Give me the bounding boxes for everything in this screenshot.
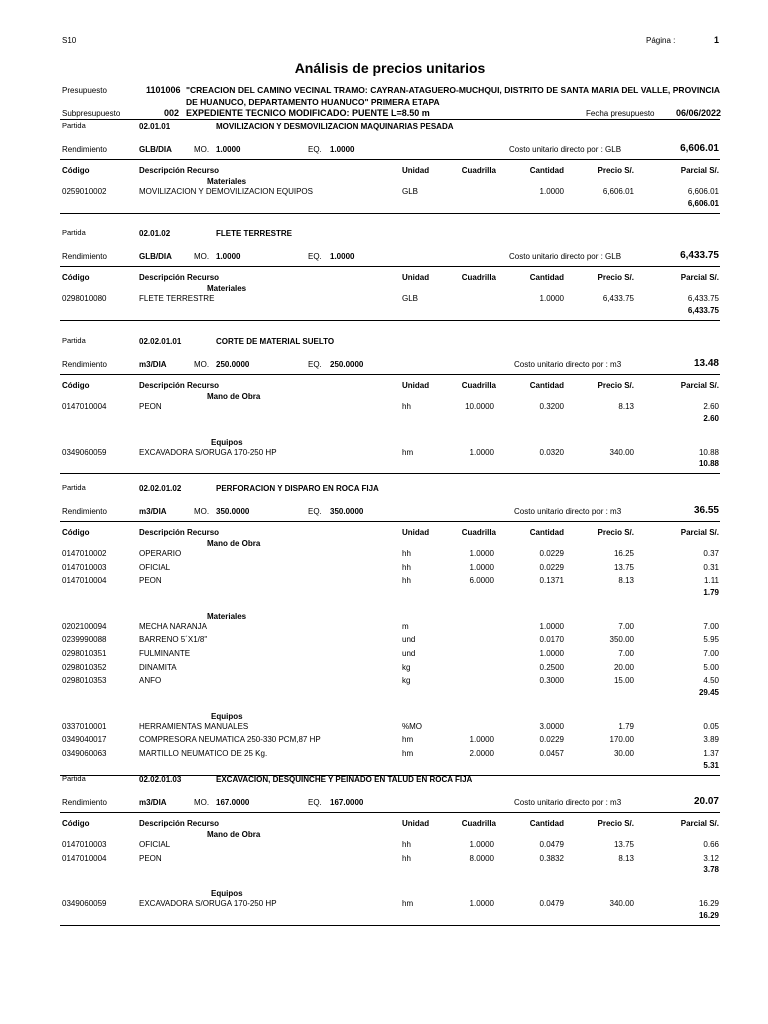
rendimiento-label: Rendimiento <box>62 252 107 261</box>
mo-value: 350.0000 <box>216 507 250 516</box>
col-precio-header: Precio S/. <box>597 273 634 282</box>
resource-descripcion: HERRAMIENTAS MANUALES <box>139 721 249 731</box>
resource-cantidad: 1.0000 <box>539 621 564 631</box>
col-descripcion-header: Descripción Recurso <box>139 819 220 828</box>
costo-unitario-label: Costo unitario directo por : m3 <box>514 360 622 369</box>
resource-parcial: 3.12 <box>703 853 719 863</box>
group-subtotal: 16.29 <box>698 910 719 920</box>
partida-name: PERFORACION Y DISPARO EN ROCA FIJA <box>216 484 379 493</box>
costo-unitario-label: Costo unitario directo por : m3 <box>514 507 622 516</box>
resource-descripcion: BARRENO 5´X1/8" <box>139 635 208 645</box>
resource-precio: 6,433.75 <box>602 294 634 303</box>
page-label: Página : <box>646 36 676 45</box>
resource-descripcion: FLETE TERRESTRE <box>139 294 215 303</box>
col-unidad-header: Unidad <box>402 819 430 828</box>
col-descripcion-header: Descripción Recurso <box>139 381 220 390</box>
resource-descripcion: ANFO <box>139 676 162 686</box>
rendimiento-unit: m3/DIA <box>139 507 167 516</box>
resource-cuadrilla: 2.0000 <box>469 749 494 758</box>
col-cuadrilla-header: Cuadrilla <box>461 166 496 175</box>
system-label: S10 <box>62 36 77 45</box>
costo-unitario-value: 6,433.75 <box>680 250 719 261</box>
resource-unidad: GLB <box>402 294 419 303</box>
resource-codigo: 0298010352 <box>62 662 107 672</box>
resource-codigo: 0259010002 <box>62 187 107 196</box>
col-cantidad-header: Cantidad <box>529 381 564 390</box>
group-heading: Mano de Obra <box>207 539 261 548</box>
resource-precio: 8.13 <box>618 576 634 586</box>
resource-parcial: 0.66 <box>703 840 719 849</box>
eq-label: EQ. <box>308 252 322 261</box>
fecha-label: Fecha presupuesto <box>586 109 655 118</box>
resource-descripcion: EXCAVADORA S/ORUGA 170-250 HP <box>139 447 277 457</box>
costo-unitario-value: 6,606.01 <box>680 143 719 154</box>
partida-label: Partida <box>62 121 86 130</box>
col-unidad-header: Unidad <box>402 381 430 390</box>
resource-cantidad: 0.0229 <box>539 735 564 745</box>
group-heading: Mano de Obra <box>207 392 261 401</box>
fecha-value: 06/06/2022 <box>676 108 722 118</box>
resource-unidad: hm <box>402 749 414 758</box>
col-parcial-header: Parcial S/. <box>680 528 719 537</box>
resource-parcial: 1.37 <box>703 749 719 758</box>
resource-precio: 13.75 <box>613 840 634 849</box>
rendimiento-label: Rendimiento <box>62 798 107 807</box>
group-subtotal: 1.79 <box>703 587 719 597</box>
resource-codigo: 0298010080 <box>62 294 107 303</box>
resource-codigo: 0298010353 <box>62 676 107 686</box>
resource-descripcion: PEON <box>139 853 162 863</box>
rendimiento-unit: m3/DIA <box>139 798 167 807</box>
partida-label: Partida <box>62 228 86 237</box>
resource-parcial: 4.50 <box>703 676 719 686</box>
group-heading: Equipos <box>211 889 243 899</box>
resource-unidad: und <box>402 635 416 645</box>
group-subtotal: 6,433.75 <box>687 305 719 315</box>
resource-precio: 8.13 <box>618 853 634 863</box>
page-number: 1 <box>714 35 720 45</box>
resource-cantidad: 0.0479 <box>539 840 564 849</box>
resource-unidad: und <box>402 649 416 658</box>
costo-unitario-value: 13.48 <box>693 358 719 369</box>
resource-parcial: 0.05 <box>703 721 719 731</box>
resource-precio: 340.00 <box>609 447 634 457</box>
partida-name: CORTE DE MATERIAL SUELTO <box>216 337 335 346</box>
resource-cantidad: 3.0000 <box>539 721 564 731</box>
resource-parcial: 6,433.75 <box>687 294 719 303</box>
resource-unidad: hm <box>402 735 414 745</box>
resource-parcial: 3.89 <box>703 735 719 745</box>
rendimiento-unit: m3/DIA <box>139 360 167 369</box>
resource-cuadrilla: 1.0000 <box>469 549 494 558</box>
partida-divider <box>60 213 720 214</box>
eq-label: EQ. <box>308 145 322 154</box>
col-cantidad-header: Cantidad <box>529 528 564 537</box>
col-cantidad-header: Cantidad <box>529 166 564 175</box>
rendimiento-label: Rendimiento <box>62 145 107 154</box>
mo-value: 167.0000 <box>216 798 250 807</box>
resource-parcial: 0.31 <box>703 562 719 572</box>
presupuesto-description: "CREACION DEL CAMINO VECINAL TRAMO: CAYRAN-ATAGUERO-MUCHQUI, DISTRITO DE SANTA MARIA DEL VALLE, PROVINCIA DE HUANUCO, DEPARTAMENTO HUANUCO" PRIMERA ETAPA <box>186 85 720 107</box>
partida-divider <box>60 320 720 321</box>
resource-codigo: 0337010001 <box>62 721 107 731</box>
resource-unidad: hh <box>402 402 411 411</box>
costo-unitario-value: 20.07 <box>693 796 719 807</box>
costo-unitario-label: Costo unitario directo por : GLB <box>509 145 622 154</box>
group-subtotal: 6,606.01 <box>687 198 719 208</box>
resource-codigo: 0147010004 <box>62 576 107 586</box>
resource-codigo: 0349060063 <box>62 749 107 758</box>
eq-value: 1.0000 <box>330 252 355 261</box>
resource-parcial: 5.95 <box>703 635 719 645</box>
rendimiento-divider <box>60 812 720 813</box>
partida-code: 02.02.01.01 <box>139 337 182 346</box>
resource-cuadrilla: 6.0000 <box>469 576 494 586</box>
resource-precio: 1.79 <box>618 721 634 731</box>
group-heading: Materiales <box>207 284 247 293</box>
resource-codigo: 0349040017 <box>62 735 107 745</box>
resource-unidad: GLB <box>402 187 419 196</box>
group-heading: Equipos <box>211 711 243 721</box>
resource-cantidad: 1.0000 <box>539 649 564 658</box>
mo-value: 250.0000 <box>216 360 250 369</box>
col-codigo-header: Código <box>62 819 90 828</box>
col-precio-header: Precio S/. <box>597 819 634 828</box>
rendimiento-divider <box>60 266 720 267</box>
eq-value: 167.0000 <box>330 798 364 807</box>
col-codigo-header: Código <box>62 528 90 537</box>
resource-precio: 30.00 <box>613 749 634 758</box>
resource-cantidad: 0.0320 <box>539 447 564 457</box>
resource-descripcion: OPERARIO <box>139 549 182 558</box>
partida-name: MOVILIZACION Y DESMOVILIZACION MAQUINARIAS PESADA <box>216 122 454 131</box>
group-subtotal: 5.31 <box>703 760 719 770</box>
resource-descripcion: EXCAVADORA S/ORUGA 170-250 HP <box>139 899 277 909</box>
resource-precio: 8.13 <box>618 402 634 411</box>
group-subtotal: 2.60 <box>703 413 719 423</box>
resource-cuadrilla: 8.0000 <box>469 853 494 863</box>
resource-descripcion: FULMINANTE <box>139 649 191 658</box>
resource-descripcion: PEON <box>139 576 162 586</box>
eq-value: 1.0000 <box>330 145 355 154</box>
resource-cuadrilla: 1.0000 <box>469 899 494 909</box>
partida-name: FLETE TERRESTRE <box>216 229 293 238</box>
group-heading: Materiales <box>207 611 247 621</box>
resource-unidad: hm <box>402 899 414 909</box>
partida-code: 02.01.02 <box>139 229 171 238</box>
partida-label: Partida <box>62 483 86 492</box>
group-subtotal: 3.78 <box>703 865 719 875</box>
resource-cantidad: 0.0229 <box>539 562 564 572</box>
rendimiento-divider <box>60 374 720 375</box>
rendimiento-label: Rendimiento <box>62 507 107 516</box>
resource-precio: 340.00 <box>609 899 634 909</box>
resource-parcial: 6,606.01 <box>687 187 719 196</box>
resource-cuadrilla: 1.0000 <box>469 840 494 849</box>
resource-cantidad: 1.0000 <box>539 294 564 303</box>
resource-descripcion: PEON <box>139 402 162 411</box>
partida-code: 02.02.01.02 <box>139 484 182 493</box>
resource-unidad: hh <box>402 853 411 863</box>
group-subtotal: 29.45 <box>698 687 719 697</box>
partida-divider <box>60 925 720 926</box>
page-title: Análisis de precios unitarios <box>294 60 486 76</box>
col-cuadrilla-header: Cuadrilla <box>461 819 496 828</box>
resource-descripcion: MOVILIZACION Y DEMOVILIZACION EQUIPOS <box>139 187 313 196</box>
rendimiento-divider <box>60 521 720 522</box>
eq-label: EQ. <box>308 360 322 369</box>
col-codigo-header: Código <box>62 166 90 175</box>
eq-label: EQ. <box>308 507 322 516</box>
resource-precio: 6,606.01 <box>602 187 634 196</box>
resource-precio: 16.25 <box>613 549 634 558</box>
resource-descripcion: MECHA NARANJA <box>139 621 208 631</box>
resource-unidad: kg <box>402 662 411 672</box>
resource-unidad: kg <box>402 676 411 686</box>
col-unidad-header: Unidad <box>402 528 430 537</box>
resource-codigo: 0349060059 <box>62 447 107 457</box>
mo-label: MO. <box>194 145 210 154</box>
resource-cantidad: 0.0479 <box>539 899 564 909</box>
col-descripcion-header: Descripción Recurso <box>139 528 220 537</box>
resource-codigo: 0147010002 <box>62 549 107 558</box>
resource-parcial: 5.00 <box>703 662 719 672</box>
resource-descripcion: DINAMITA <box>139 662 177 672</box>
resource-codigo: 0147010003 <box>62 840 107 849</box>
resource-cuadrilla: 1.0000 <box>469 447 494 457</box>
costo-unitario-value: 36.55 <box>693 505 719 516</box>
resource-unidad: hm <box>402 447 414 457</box>
resource-descripcion: OFICIAL <box>139 840 171 849</box>
rendimiento-unit: GLB/DIA <box>139 252 172 261</box>
partida-name: EXCAVACION, DESQUINCHE Y PEINADO EN TALUD EN ROCA FIJA <box>216 775 473 784</box>
rendimiento-unit: GLB/DIA <box>139 145 172 154</box>
resource-cantidad: 0.0229 <box>539 549 564 558</box>
col-cuadrilla-header: Cuadrilla <box>461 528 496 537</box>
resource-cantidad: 0.0170 <box>539 635 564 645</box>
costo-unitario-label: Costo unitario directo por : GLB <box>509 252 622 261</box>
resource-descripcion: COMPRESORA NEUMATICA 250-330 PCM,87 HP <box>139 735 321 745</box>
header-divider <box>60 119 720 120</box>
resource-unidad: hh <box>402 576 411 586</box>
resource-parcial: 10.88 <box>698 447 719 457</box>
col-cantidad-header: Cantidad <box>529 819 564 828</box>
partida-label: Partida <box>62 774 86 783</box>
resource-unidad: %MO <box>402 721 422 731</box>
mo-value: 1.0000 <box>216 145 241 154</box>
col-cuadrilla-header: Cuadrilla <box>461 273 496 282</box>
resource-descripcion: OFICIAL <box>139 562 171 572</box>
costo-unitario-label: Costo unitario directo por : m3 <box>514 798 622 807</box>
col-descripcion-header: Descripción Recurso <box>139 166 220 175</box>
partida-code: 02.02.01.03 <box>139 775 182 784</box>
col-codigo-header: Código <box>62 273 90 282</box>
col-parcial-header: Parcial S/. <box>680 819 719 828</box>
partida-divider <box>60 473 720 474</box>
subpresupuesto-description: EXPEDIENTE TECNICO MODIFICADO: PUENTE L=8.50 m <box>186 108 430 118</box>
resource-codigo: 0349060059 <box>62 899 107 909</box>
resource-codigo: 0147010003 <box>62 562 107 572</box>
partida-code: 02.01.01 <box>139 122 171 131</box>
resource-cantidad: 0.3832 <box>539 853 564 863</box>
resource-precio: 7.00 <box>618 621 634 631</box>
eq-value: 250.0000 <box>330 360 364 369</box>
resource-parcial: 7.00 <box>703 649 719 658</box>
resource-codigo: 0147010004 <box>62 853 107 863</box>
col-parcial-header: Parcial S/. <box>680 381 719 390</box>
col-unidad-header: Unidad <box>402 273 430 282</box>
resource-parcial: 2.60 <box>703 402 719 411</box>
resource-cantidad: 0.0457 <box>539 749 564 758</box>
col-cantidad-header: Cantidad <box>529 273 564 282</box>
col-precio-header: Precio S/. <box>597 166 634 175</box>
rendimiento-divider <box>60 159 720 160</box>
partida-label: Partida <box>62 336 86 345</box>
resource-precio: 170.00 <box>609 735 634 745</box>
resource-cantidad: 0.1371 <box>539 576 564 586</box>
group-subtotal: 10.88 <box>698 459 719 469</box>
resource-cuadrilla: 1.0000 <box>469 562 494 572</box>
mo-label: MO. <box>194 252 210 261</box>
col-parcial-header: Parcial S/. <box>680 166 719 175</box>
resource-parcial: 1.11 <box>704 576 719 586</box>
resource-unidad: hh <box>402 840 411 849</box>
group-heading: Mano de Obra <box>207 830 261 839</box>
col-cuadrilla-header: Cuadrilla <box>461 381 496 390</box>
presupuesto-label: Presupuesto <box>62 86 107 95</box>
col-precio-header: Precio S/. <box>597 528 634 537</box>
col-descripcion-header: Descripción Recurso <box>139 273 220 282</box>
group-heading: Materiales <box>207 177 247 186</box>
resource-unidad: hh <box>402 549 411 558</box>
resource-precio: 20.00 <box>613 662 634 672</box>
resource-parcial: 16.29 <box>698 899 719 909</box>
resource-unidad: m <box>402 621 409 631</box>
resource-codigo: 0147010004 <box>62 402 107 411</box>
presupuesto-code: 1101006 <box>146 85 181 95</box>
resource-codigo: 0298010351 <box>62 649 107 658</box>
mo-label: MO. <box>194 798 210 807</box>
resource-precio: 7.00 <box>618 649 634 658</box>
resource-codigo: 0202100094 <box>62 621 107 631</box>
col-precio-header: Precio S/. <box>597 381 634 390</box>
resource-codigo: 0239990088 <box>62 635 107 645</box>
eq-value: 350.0000 <box>330 507 364 516</box>
resource-cuadrilla: 10.0000 <box>465 402 494 411</box>
mo-value: 1.0000 <box>216 252 241 261</box>
col-unidad-header: Unidad <box>402 166 430 175</box>
resource-cantidad: 0.3200 <box>539 402 564 411</box>
resource-cantidad: 0.2500 <box>539 662 564 672</box>
resource-cantidad: 1.0000 <box>539 187 564 196</box>
resource-cuadrilla: 1.0000 <box>469 735 494 745</box>
resource-precio: 15.00 <box>613 676 634 686</box>
mo-label: MO. <box>194 507 210 516</box>
subpresupuesto-code: 002 <box>164 108 180 118</box>
resource-parcial: 7.00 <box>703 621 719 631</box>
resource-unidad: hh <box>402 562 411 572</box>
col-parcial-header: Parcial S/. <box>680 273 719 282</box>
subpresupuesto-label: Subpresupuesto <box>62 109 121 118</box>
resource-precio: 350.00 <box>609 635 634 645</box>
eq-label: EQ. <box>308 798 322 807</box>
resource-descripcion: MARTILLO NEUMATICO DE 25 Kg. <box>139 749 268 758</box>
col-codigo-header: Código <box>62 381 90 390</box>
resource-precio: 13.75 <box>613 562 634 572</box>
mo-label: MO. <box>194 360 210 369</box>
resource-parcial: 0.37 <box>703 549 719 558</box>
group-heading: Equipos <box>211 437 243 447</box>
resource-cantidad: 0.3000 <box>539 676 564 686</box>
rendimiento-label: Rendimiento <box>62 360 107 369</box>
